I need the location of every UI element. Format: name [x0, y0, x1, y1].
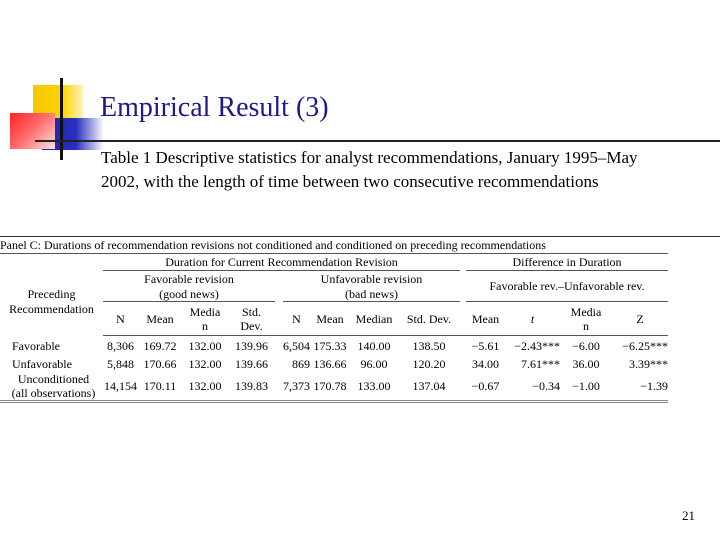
table-cell: 139.83	[228, 372, 275, 402]
row-header-2: Recommendation	[9, 301, 94, 316]
table-cell: −0.67	[466, 372, 505, 402]
table-cell: 8,306	[107, 338, 134, 353]
table-cell: 140.00	[357, 338, 391, 353]
panel-title: Panel C: Durations of recommendation revisions not conditioned and conditioned on preceding recommendations	[0, 237, 668, 254]
table-cell: 14,154	[103, 372, 138, 402]
column-header: Z	[612, 302, 668, 336]
table-cell: 132.00	[182, 372, 228, 402]
unfav-subheader: (bad news)	[283, 286, 460, 302]
table-cell: 175.33	[313, 338, 347, 353]
table-row	[0, 336, 668, 356]
column-header: Std. Dev.	[228, 302, 275, 336]
slide-title: Empirical Result (3)	[100, 92, 329, 123]
group-header-difference: Difference in Duration	[466, 254, 668, 271]
row-label: Favorable	[12, 338, 60, 353]
table-cell: 132.00	[188, 338, 222, 353]
column-header: N	[283, 302, 310, 336]
row-header-1: Preceding	[27, 286, 76, 301]
column-header: t	[505, 302, 560, 336]
group-header-duration: Duration for Current Recommendation Revision	[103, 254, 460, 271]
table-cell: 34.00	[472, 356, 499, 371]
table-cell: −0.34	[505, 372, 560, 402]
column-header: Mean	[466, 302, 505, 336]
fav-header: Favorable revision	[144, 271, 234, 286]
row-label: Unfavorable	[12, 356, 72, 371]
table-cell: 7.61***	[521, 356, 560, 371]
table-cell: 138.50	[412, 338, 446, 353]
table-cell: 96.00	[360, 356, 388, 371]
table-cell: 139.96	[235, 338, 268, 353]
statistics-table	[0, 237, 668, 403]
table-cell: 3.39***	[629, 356, 669, 371]
title-underline	[35, 140, 720, 142]
table-cell: 169.72	[143, 338, 177, 353]
column-header: N	[103, 302, 138, 336]
column-header: Media n	[560, 302, 612, 336]
column-header: Std. Dev.	[398, 302, 460, 336]
table-cell: 137.04	[398, 372, 460, 402]
page-number: 21	[682, 508, 695, 523]
table-cell: −1.39	[612, 372, 668, 402]
table-cell: 132.00	[188, 356, 222, 371]
row-label: Unconditioned (all observations)	[0, 372, 103, 402]
table-row	[0, 372, 668, 402]
column-header: Mean	[310, 302, 350, 336]
column-header: Median	[350, 302, 398, 336]
table-cell: 5,848	[107, 356, 134, 371]
diff-header: Favorable rev.–Unfavorable rev.	[466, 271, 668, 302]
table-cell: 136.66	[313, 356, 347, 371]
table-cell: 7,373	[283, 372, 310, 402]
table-cell: −2.43***	[514, 338, 560, 353]
table-cell: 36.00	[572, 356, 600, 371]
column-header: Mean	[138, 302, 182, 336]
fav-subheader: (good news)	[103, 286, 275, 302]
table-cell: 6,504	[283, 338, 310, 353]
table-cell: 170.78	[310, 372, 350, 402]
table-cell: 133.00	[350, 372, 398, 402]
table-cell: 170.11	[138, 372, 182, 402]
table-cell: 139.66	[235, 356, 268, 371]
column-header: Media n	[182, 302, 228, 336]
table-cell: −5.61	[471, 338, 500, 353]
decor-red-square	[10, 113, 55, 149]
slide-subtitle: Table 1 Descriptive statistics for analyst recommendations, January 1995–May 2002, with the length of time between two consecutive recommendations	[101, 148, 638, 191]
table-cell: 869	[292, 356, 310, 371]
unfav-header: Unfavorable revision	[320, 271, 423, 286]
table-cell: −6.25***	[622, 338, 669, 353]
table-cell: −1.00	[560, 372, 612, 402]
table-cell: 120.20	[412, 356, 446, 371]
table-cell: −6.00	[572, 338, 600, 353]
table-cell: 170.66	[143, 356, 177, 371]
decor-vertical-line	[60, 78, 63, 160]
table-row	[0, 356, 668, 372]
